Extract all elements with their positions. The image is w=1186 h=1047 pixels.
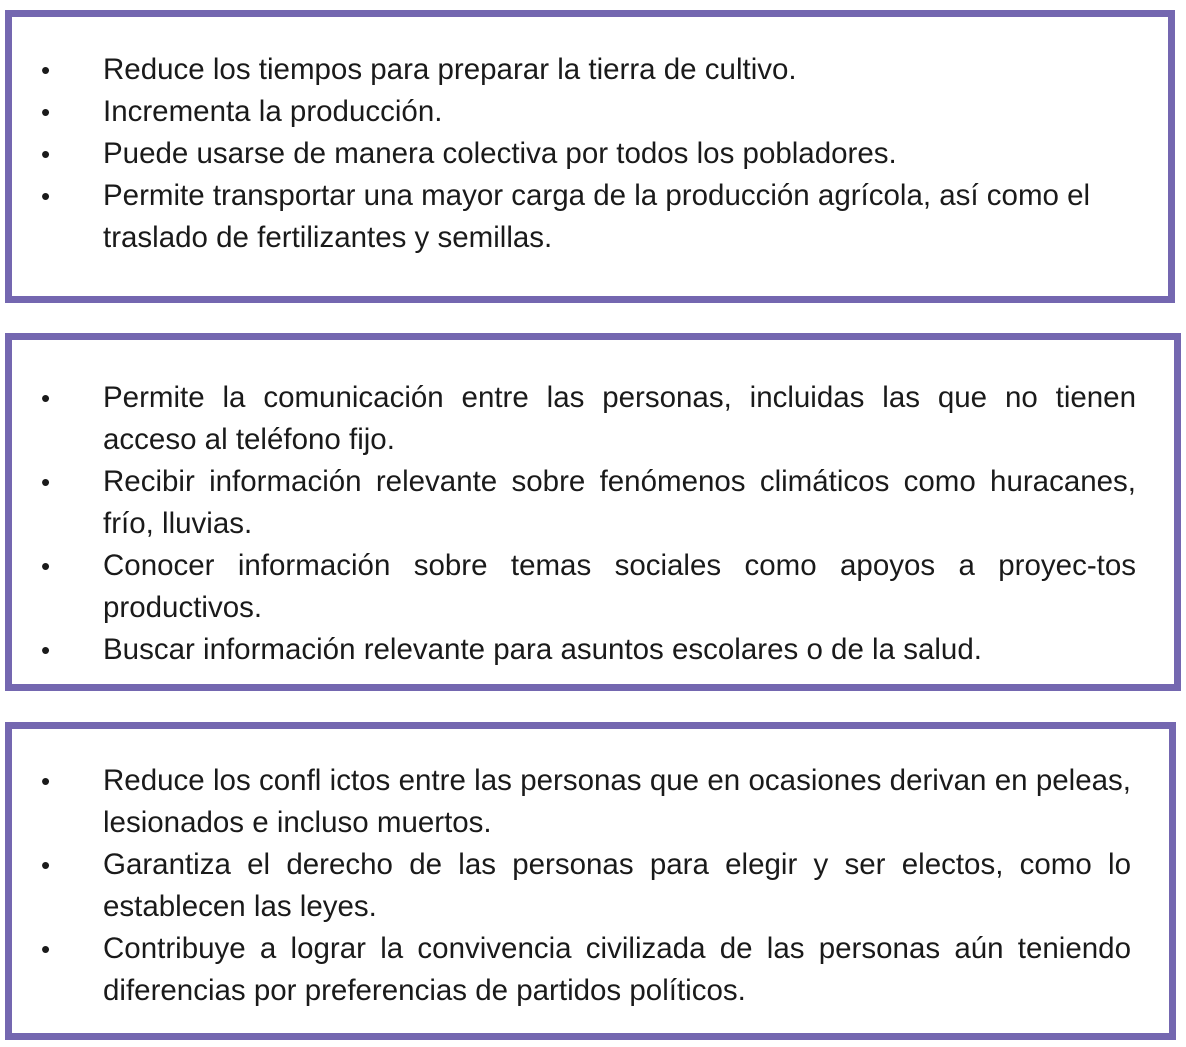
list-item-text: Puede usarse de manera colectiva por todos los pobladores. (103, 137, 897, 170)
benefits-box-1 (5, 10, 1175, 303)
list-item (37, 928, 1131, 1012)
bullet-icon: • (41, 467, 51, 497)
bullet-list (37, 49, 1130, 259)
list-item (37, 629, 1136, 671)
list-item-text: Permite la comunicación entre las personas, incluidas las que no tienen acceso al teléfono fijo. (103, 381, 1136, 456)
list-item (37, 461, 1136, 545)
list-item-text: Reduce los confl ictos entre las personas que en ocasiones derivan en peleas, lesionados e incluso muertos. (103, 764, 1131, 839)
list-item (37, 377, 1136, 461)
bullet-icon: • (41, 766, 51, 796)
list-item (37, 760, 1131, 844)
bullet-icon: • (41, 551, 51, 581)
list-item (37, 91, 1130, 133)
list-item (37, 133, 1130, 175)
benefits-box-3 (5, 722, 1176, 1040)
bullet-icon: • (41, 181, 51, 211)
list-item-text: Recibir información relevante sobre fenómenos climáticos como huracanes, frío, lluvias. (103, 465, 1136, 540)
list-item-text: Garantiza el derecho de las personas para elegir y ser electos, como lo establecen las leyes. (103, 848, 1131, 923)
list-item-text: Incrementa la producción. (103, 95, 443, 128)
bullet-icon: • (41, 934, 51, 964)
list-item-text: Reduce los tiempos para preparar la tierra de cultivo. (103, 53, 797, 86)
bullet-icon: • (41, 139, 51, 169)
bullet-list (37, 377, 1136, 671)
bullet-list (37, 760, 1131, 1012)
bullet-icon: • (41, 97, 51, 127)
bullet-icon: • (41, 55, 51, 85)
list-item (37, 545, 1136, 629)
list-item-text: Buscar información relevante para asuntos escolares o de la salud. (103, 633, 982, 666)
bullet-icon: • (41, 850, 51, 880)
list-item (37, 844, 1131, 928)
list-item-text: Permite transportar una mayor carga de la producción agrícola, así como el traslado de fertilizantes y semillas. (103, 179, 1091, 254)
bullet-icon: • (41, 635, 51, 665)
benefits-box-2 (5, 333, 1181, 691)
list-item-text: Contribuye a lograr la convivencia civilizada de las personas aún teniendo diferencias por preferencias de partidos políticos. (103, 932, 1131, 1007)
list-item-text: Conocer información sobre temas sociales como apoyos a proyec-tos productivos. (103, 549, 1136, 624)
list-item (37, 175, 1130, 259)
list-item (37, 49, 1130, 91)
bullet-icon: • (41, 383, 51, 413)
